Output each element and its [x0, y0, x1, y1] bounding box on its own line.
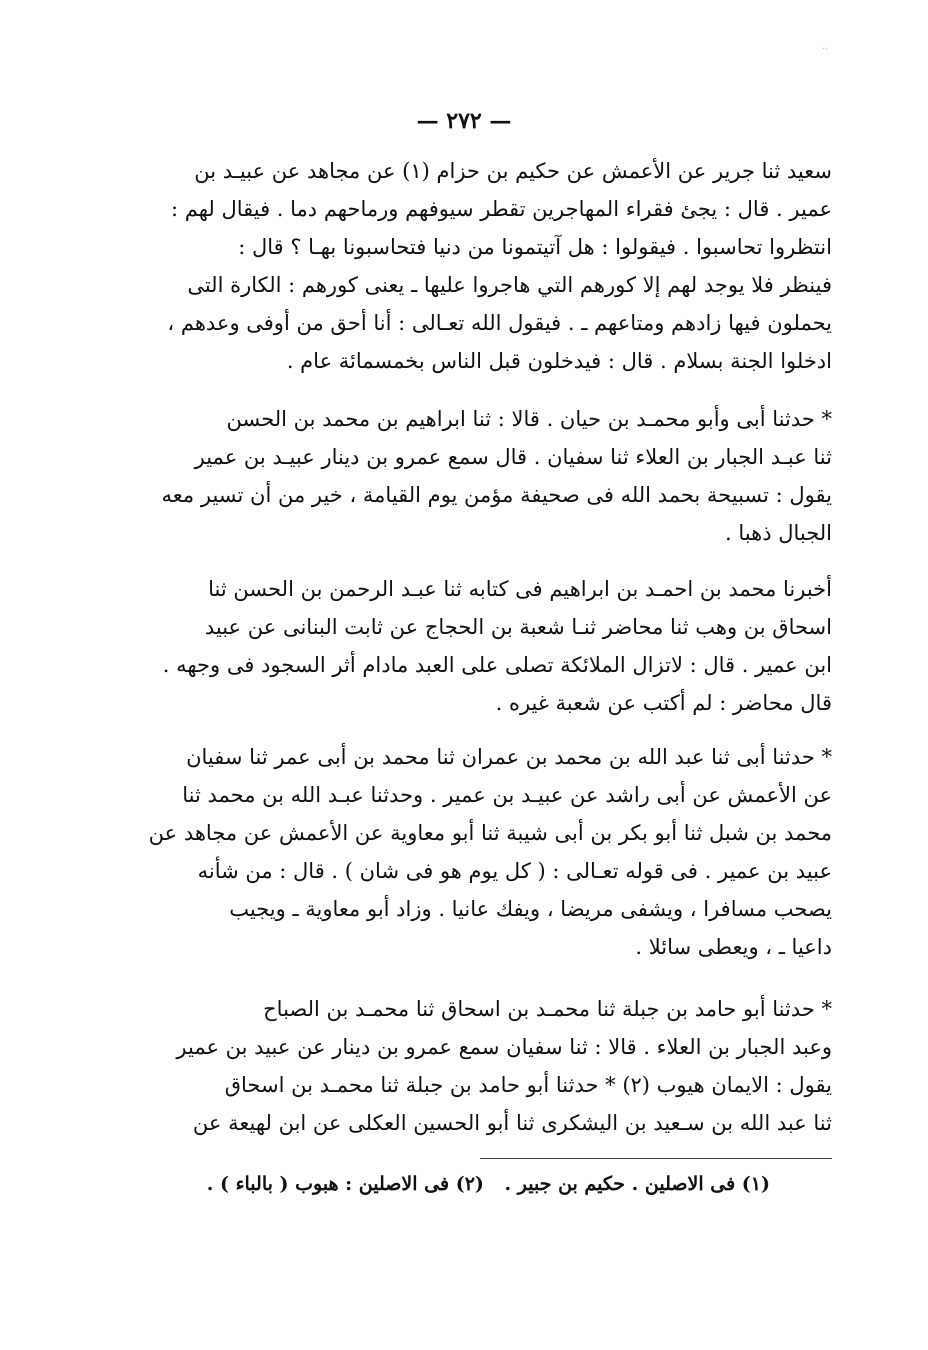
- text-line: الجبال ذهبا .: [725, 521, 832, 545]
- text-line: يقول : تسبيحة بحمد الله فى صحيفة مؤمن يوم القيامة ، خير من أن تسير معه: [161, 483, 832, 507]
- text-line: * حدثنا أبى ثنا عبد الله بن محمد بن عمران ثنا محمد بن أبى عمر ثنا سفيان: [186, 745, 832, 769]
- paragraph-3: [100, 570, 832, 722]
- text-line: ثنا عبـد الجبار بن العلاء ثنا سفيان . قال سمع عمرو بن دينار عبيـد بن عمير: [194, 445, 832, 469]
- text-line: * حدثنا أبى وأبو محمـد بن حيان . قالا : ثنا ابراهيم بن محمد بن الحسن: [226, 407, 832, 431]
- page-number: — ٢٧٢ —: [416, 108, 512, 134]
- text-line: يقول : الايمان هيوب (٢) * حدثنا أبو حامد بن جبلة ثنا محمـد بن اسحاق: [224, 1073, 832, 1097]
- scan-speck: ··: [822, 44, 829, 55]
- text-line: * حدثنا أبو حامد بن جبلة ثنا محمـد بن اسحاق ثنا محمـد بن الصباح: [263, 997, 832, 1021]
- text-line: يصحب مسافرا ، ويشفى مريضا ، ويفك عانيا . وزاد أبو معاوية ـ ويجيب: [229, 897, 832, 921]
- text-line: عمير . قال : يجئ فقراء المهاجرين تقطر سيوفهم ورماحهم دما . فيقال لهم :: [171, 197, 832, 221]
- footnote-separator: [480, 1158, 832, 1159]
- text-line: ابن عمير . قال : لاتزال الملائكة تصلى على العبد مادام أثر السجود فى وجهه .: [162, 653, 832, 677]
- text-line: عن الأعمش عن أبى راشد عن عبيـد بن عمير . وحدثنا عبـد الله بن محمد ثنا: [182, 783, 832, 807]
- text-line: داعيا ـ ، ويعطى سائلا .: [635, 935, 832, 959]
- text-line: يحملون فيها زادهم ومتاعهم ـ . فيقول الله تعـالى : أنا أحق من أوفى وعدهم ،: [167, 311, 832, 335]
- text-line: فينظر فلا يوجد لهم إلا كورهم التي هاجروا عليها ـ يعنى كورهم : الكارة التى: [187, 273, 832, 297]
- paragraph-2: [100, 400, 832, 552]
- text-line: وعبد الجبار بن العلاء . قالا : ثنا سفيان سمع عمرو بن دينار عن عبيد بن عمير: [176, 1035, 832, 1059]
- footnote-2: (٢) فى الاصلين : هبوب ( بالباء ) .: [206, 1173, 484, 1195]
- text-line: محمد بن شبل ثنا أبو بكر بن أبى شيبة ثنا أبو معاوية عن الأعمش عن مجاهد عن: [148, 821, 832, 845]
- paragraph-4: [100, 738, 832, 966]
- text-line: قال محاضر : لم أكتب عن شعبة غيره .: [495, 691, 832, 715]
- paragraph-1: [100, 152, 832, 380]
- footnotes: [180, 1162, 770, 1206]
- text-line: انتظروا تحاسبوا . فيقولوا : هل آتيتمونا من دنيا فتحاسبونا بهـا ؟ قال :: [238, 235, 832, 259]
- text-line: ثنا عبد الله بن سـعيد بن اليشكرى ثنا أبو الحسين العكلى عن ابن لهيعة عن: [192, 1111, 832, 1135]
- footnote-1: (١) فى الاصلين . حكيم بن جبير .: [504, 1173, 770, 1195]
- text-line: عبيد بن عمير . فى قوله تعـالى : ( كل يوم هو فى شان ) . قال : من شأنه: [197, 859, 832, 883]
- text-line: اسحاق بن وهب ثنا محاضر ثنـا شعبة بن الحجاج عن ثابت البنانى عن عبيد: [204, 615, 832, 639]
- text-line: سعيد ثنا جرير عن الأعمش عن حكيم بن حزام (١) عن مجاهد عن عبيـد بن: [194, 159, 832, 183]
- paragraph-5: [100, 990, 832, 1142]
- text-line: أخبرنا محمد بن احمـد بن ابراهيم فى كتابه ثنا عبـد الرحمن بن الحسن ثنا: [208, 577, 832, 601]
- text-line: ادخلوا الجنة بسلام . قال : فيدخلون قبل الناس بخمسمائة عام .: [286, 349, 832, 373]
